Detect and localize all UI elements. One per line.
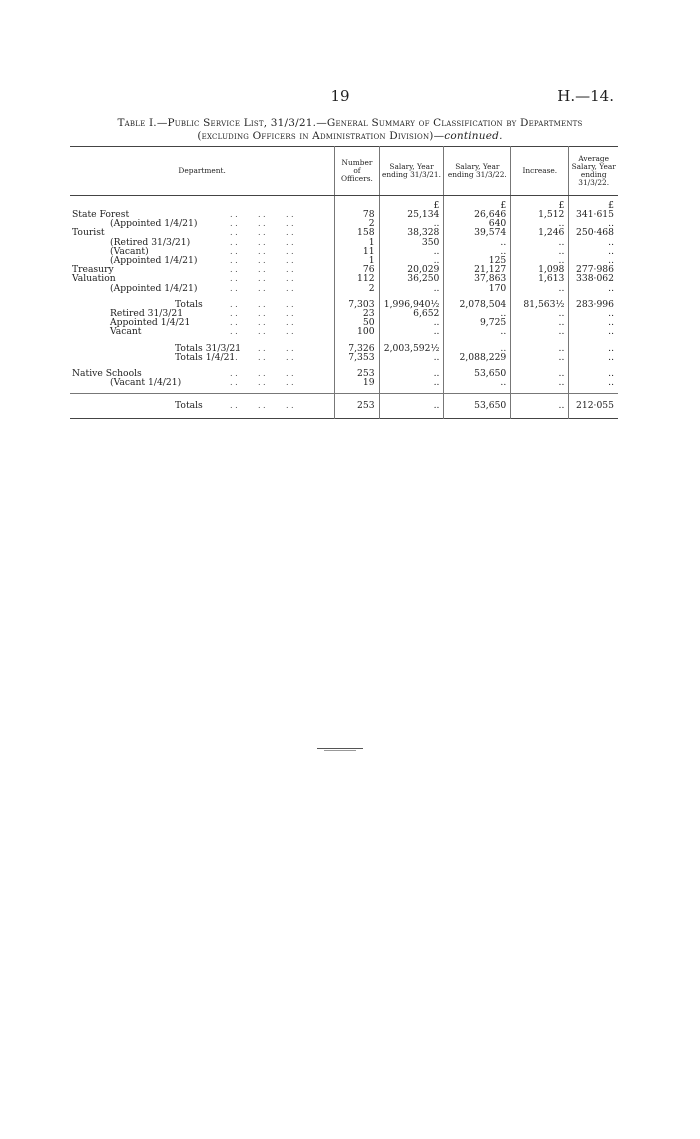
- currency-symbol: £: [379, 196, 444, 211]
- row-salary-2: ..: [444, 327, 511, 336]
- table-title: [70, 117, 630, 143]
- end-rule: [317, 748, 363, 749]
- table-title-line2: (excluding Officers in Administration Division)—: [197, 130, 445, 142]
- row-salary-2: ..: [444, 238, 511, 247]
- dot-leader: . . . . . .: [230, 352, 294, 362]
- row-department: Treasury . . . . . .: [72, 264, 294, 276]
- currency-symbol: £: [444, 196, 511, 211]
- row-increase: 1,512: [511, 210, 569, 219]
- totals-row: [70, 344, 618, 353]
- row-department: Appointed 1/4/21 . . . . . .: [110, 317, 294, 329]
- row-salary-1: ..: [379, 369, 444, 378]
- row-officers: 78: [335, 210, 379, 219]
- row-department: Totals 31/3/21 . . . . . .: [175, 342, 294, 354]
- table-header-row: [70, 147, 618, 196]
- row-salary-2: 640: [444, 219, 511, 228]
- table-row: [70, 327, 618, 336]
- row-officers: 253: [335, 401, 379, 410]
- dot-leader: . . . . . .: [230, 378, 294, 388]
- end-rule-short: [324, 750, 356, 751]
- dot-leader: . . . . . .: [230, 327, 294, 337]
- dot-leader: . . . . . .: [230, 265, 294, 275]
- currency-symbol: £: [569, 196, 618, 211]
- row-salary-1: ..: [379, 284, 444, 293]
- row-department: (Vacant 1/4/21) . . . . . .: [110, 377, 294, 389]
- row-average: ..: [569, 256, 618, 265]
- row-salary-1: 350: [379, 238, 444, 247]
- row-officers: 23: [335, 309, 379, 318]
- table-title-continued: continued.: [444, 130, 503, 142]
- row-salary-1: ..: [379, 378, 444, 387]
- dot-leader: . . . . . .: [230, 219, 294, 229]
- row-increase: ..: [511, 309, 569, 318]
- dot-leader: . . . . . .: [230, 246, 294, 256]
- row-salary-2: 39,574: [444, 228, 511, 237]
- row-officers: 1: [335, 238, 379, 247]
- table-row: [70, 378, 618, 387]
- row-increase: 1,613: [511, 274, 569, 283]
- row-average: ..: [569, 219, 618, 228]
- classification-table: [70, 146, 618, 419]
- row-salary-2: 125: [444, 256, 511, 265]
- table-row: [70, 284, 618, 293]
- row-salary-2: 2,088,229: [444, 353, 511, 362]
- row-salary-2: 37,863: [444, 274, 511, 283]
- page-number: 19: [330, 87, 350, 105]
- totals-row: [70, 353, 618, 362]
- row-officers: 7,303: [335, 300, 379, 309]
- row-salary-2: ..: [444, 309, 511, 318]
- row-average: ..: [569, 284, 618, 293]
- table-row: [70, 256, 618, 265]
- row-salary-1: 38,328: [379, 228, 444, 237]
- row-increase: ..: [511, 401, 569, 410]
- row-officers: 2: [335, 284, 379, 293]
- row-salary-2: 21,127: [444, 265, 511, 274]
- row-salary-1: ..: [379, 247, 444, 256]
- row-average: ..: [569, 247, 618, 256]
- col-number-of-officers: Number of Officers.: [335, 147, 379, 196]
- row-increase: 1,098: [511, 265, 569, 274]
- row-increase: ..: [511, 327, 569, 336]
- table-row: [70, 238, 618, 247]
- row-department: Native Schools . . . . . .: [72, 368, 294, 380]
- row-officers: 11: [335, 247, 379, 256]
- row-increase: ..: [511, 219, 569, 228]
- table-row: [70, 318, 618, 327]
- row-average: 212·055: [569, 401, 618, 410]
- dot-leader: . . . . . .: [230, 318, 294, 328]
- row-average: ..: [569, 378, 618, 387]
- row-salary-1: ..: [379, 353, 444, 362]
- dot-leader: . . . . . .: [230, 274, 294, 284]
- row-department: Totals . . . . . .: [175, 298, 294, 310]
- row-salary-2: 53,650: [444, 369, 511, 378]
- row-officers: 76: [335, 265, 379, 274]
- row-increase: ..: [511, 247, 569, 256]
- row-average: ..: [569, 344, 618, 353]
- row-salary-1: 1,996,940½: [379, 300, 444, 309]
- row-average: 283·996: [569, 300, 618, 309]
- row-department: State Forest . . . . . .: [72, 209, 294, 220]
- row-officers: 112: [335, 274, 379, 283]
- row-salary-1: 2,003,592½: [379, 344, 444, 353]
- row-increase: ..: [511, 238, 569, 247]
- row-officers: 1: [335, 256, 379, 265]
- row-increase: ..: [511, 369, 569, 378]
- col-increase: Increase.: [511, 147, 569, 196]
- dot-leader: . . . . . .: [230, 401, 294, 411]
- row-salary-2: ..: [444, 247, 511, 256]
- row-salary-1: 20,029: [379, 265, 444, 274]
- currency-row: [70, 196, 618, 211]
- row-average: ..: [569, 327, 618, 336]
- row-salary-2: 53,650: [444, 401, 511, 410]
- row-increase: ..: [511, 353, 569, 362]
- row-officers: 50: [335, 318, 379, 327]
- row-average: ..: [569, 369, 618, 378]
- row-department: Valuation . . . . . .: [72, 273, 294, 285]
- row-salary-1: ..: [379, 327, 444, 336]
- dot-leader: . . . . . .: [230, 210, 294, 219]
- row-department: (Appointed 1/4/21) . . . . . .: [110, 282, 294, 294]
- row-increase: ..: [511, 284, 569, 293]
- row-average: 338·062: [569, 274, 618, 283]
- col-salary-1: Salary, Year ending 31/3/21.: [379, 147, 444, 196]
- col-average-salary: Average Salary, Year ending 31/3/22.: [569, 147, 618, 196]
- row-department: Tourist . . . . . .: [72, 227, 294, 239]
- dot-leader: . . . . . .: [230, 237, 294, 247]
- row-salary-2: 170: [444, 284, 511, 293]
- row-department: Retired 31/3/21 . . . . . .: [110, 308, 294, 320]
- row-increase: ..: [511, 378, 569, 387]
- row-officers: 7,353: [335, 353, 379, 362]
- row-average: ..: [569, 318, 618, 327]
- row-salary-2: 26,646: [444, 210, 511, 219]
- row-salary-2: ..: [444, 378, 511, 387]
- row-officers: 2: [335, 219, 379, 228]
- row-average: 250·468: [569, 228, 618, 237]
- col-salary-2: Salary, Year ending 31/3/22.: [444, 147, 511, 196]
- row-average: ..: [569, 309, 618, 318]
- row-salary-2: 2,078,504: [444, 300, 511, 309]
- row-average: 277·986: [569, 265, 618, 274]
- row-department: (Retired 31/3/21) . . . . . .: [110, 236, 294, 248]
- table-row: [70, 219, 618, 228]
- row-officers: 253: [335, 369, 379, 378]
- row-average: 341·615: [569, 210, 618, 219]
- row-average: ..: [569, 238, 618, 247]
- row-officers: 100: [335, 327, 379, 336]
- row-salary-1: ..: [379, 219, 444, 228]
- row-department: (Vacant) . . . . . .: [110, 245, 294, 257]
- row-salary-1: 36,250: [379, 274, 444, 283]
- row-salary-1: ..: [379, 318, 444, 327]
- row-department: Totals 1/4/21 . . . . . .: [175, 351, 294, 363]
- table-row: [70, 265, 618, 274]
- row-increase: ..: [511, 318, 569, 327]
- row-department: (Appointed 1/4/21) . . . . . .: [110, 218, 294, 230]
- col-department: Department.: [70, 147, 335, 196]
- dot-leader: . . . . . .: [230, 299, 294, 309]
- dot-leader: . . . . . .: [230, 256, 294, 266]
- row-department: Totals . . . . . .: [175, 400, 294, 412]
- dot-leader: . . . . . .: [230, 369, 294, 379]
- row-increase: 1,246: [511, 228, 569, 237]
- row-salary-1: ..: [379, 256, 444, 265]
- row-department: Vacant . . . . . .: [110, 326, 294, 338]
- row-officers: 19: [335, 378, 379, 387]
- dot-leader: . . . . . .: [230, 309, 294, 319]
- row-salary-2: 9,725: [444, 318, 511, 327]
- table-title-line1: Table I.—Public Service List, 31/3/21.—General Summary of Classification by Departments: [117, 117, 583, 129]
- row-salary-2: ..: [444, 344, 511, 353]
- dot-leader: . . . . . .: [230, 283, 294, 293]
- row-department: (Appointed 1/4/21) . . . . . .: [110, 255, 294, 267]
- document-reference: H.—14.: [557, 87, 614, 105]
- row-salary-1: ..: [379, 401, 444, 410]
- dot-leader: . . . . . .: [230, 228, 294, 238]
- row-salary-1: 25,134: [379, 210, 444, 219]
- row-increase: 81,563½: [511, 300, 569, 309]
- currency-symbol: £: [511, 196, 569, 211]
- row-average: ..: [569, 353, 618, 362]
- row-increase: ..: [511, 256, 569, 265]
- row-increase: ..: [511, 344, 569, 353]
- totals-row: [70, 401, 618, 410]
- row-officers: 7,326: [335, 344, 379, 353]
- row-salary-1: 6,652: [379, 309, 444, 318]
- row-officers: 158: [335, 228, 379, 237]
- dot-leader: . . . . . .: [230, 343, 294, 353]
